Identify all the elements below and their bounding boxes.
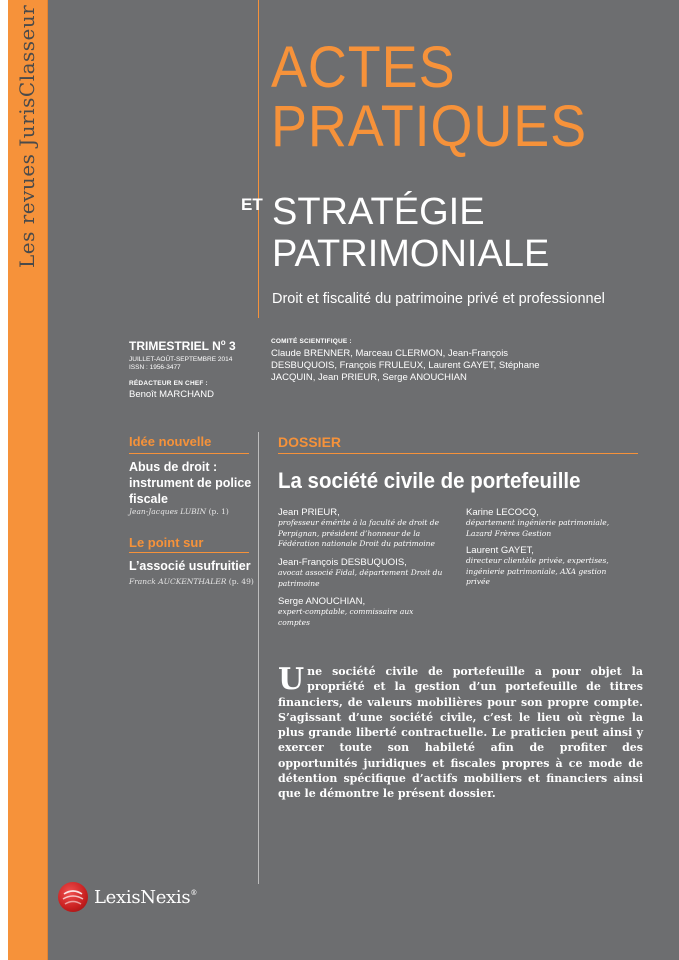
dropcap: U [278, 662, 305, 697]
editor-label: RÉDACTEUR EN CHEF : [129, 380, 208, 387]
article-author: Jean-Jacques LUBIN (p. 1) [129, 507, 229, 516]
dossier-rule [278, 453, 638, 454]
title-connector: ET [241, 195, 263, 214]
dossier-author: Jean PRIEUR, professeur émérite à la faculté de droit de Perpignan, président d’honneur de la Fédération nationale Droit du patrimoine [278, 507, 440, 548]
dossier-intro: Une société civile de portefeuille a pour objet la propriété et la gestion d’un portefeuille de titres financiers, de valeurs mobilières pour son propre compte. S’agissant d’une société civile, c’est le lieu où règne la plus grande liberté contractuelle. Le praticien peut ainsi y exercer toute son habileté afin de profiter des opportunités juridiques et fiscales propres à ce mode de détention spécifique d’actifs mobiliers et financiers ainsi que le démontre le présent dossier. [278, 662, 643, 801]
committee-names: Claude BRENNER, Marceau CLERMON, Jean-François DESBUQUOIS, François FRULEUX, Laurent GAYET, Stéphane JACQUIN, Jean PRIEUR, Serge ANOUCHIAN [271, 348, 540, 383]
publisher-name: LexisNexis® [94, 886, 198, 908]
content-divider [258, 432, 259, 884]
issue-number: TRIMESTRIEL $N^o$ 3 [129, 338, 236, 353]
committee-label: COMITÉ SCIENTIFIQUE : [271, 338, 352, 345]
journal-subtitle: Droit et fiscalité du patrimoine privé et professionnel [272, 291, 605, 307]
article-author: Franck AUCKENTHALER (p. 49) [129, 577, 254, 586]
article-title: Abus de droit : instrument de police fiscale [129, 460, 252, 506]
spine-title: Les revues JurisClasseur [15, 4, 39, 268]
section-rule [129, 453, 249, 454]
dossier-title: La société civile de portefeuille [278, 468, 581, 493]
title-line-3: STRATÉGIE [272, 191, 485, 233]
dossier-author: Laurent GAYET, directeur clientèle privée, expertises, ingénierie patrimoniale, AXA gestion privée [466, 545, 609, 586]
left-margin [0, 0, 8, 960]
masthead-divider [258, 0, 259, 318]
lexisnexis-logo-icon [58, 882, 88, 912]
editor-name: Benoît MARCHAND [129, 389, 214, 400]
title-line-2: PRATIQUES [271, 94, 588, 159]
title-line-1: ACTES [271, 35, 456, 100]
issue-period: JUILLET-AOÛT-SEPTEMBRE 2014 [129, 356, 233, 363]
section-heading: Le point sur [129, 535, 204, 550]
article-title: L’associé usufruitier [129, 559, 251, 573]
issue-issn: ISSN : 1956-3477 [129, 364, 181, 371]
section-heading: Idée nouvelle [129, 434, 212, 449]
dossier-author: Serge ANOUCHIAN, expert-comptable, commissaire aux comptes [278, 596, 414, 627]
publisher-logo [58, 882, 197, 912]
dossier-author: Jean-François DESBUQUOIS, avocat associé Fidal, département Droit du patrimoine [278, 557, 443, 588]
title-line-4: PATRIMONIALE [272, 233, 550, 275]
dossier-author: Karine LECOCQ, département ingénierie patrimoniale, Lazard Frères Gestion [466, 507, 610, 538]
section-rule [129, 552, 249, 553]
dossier-label: DOSSIER [278, 434, 342, 450]
